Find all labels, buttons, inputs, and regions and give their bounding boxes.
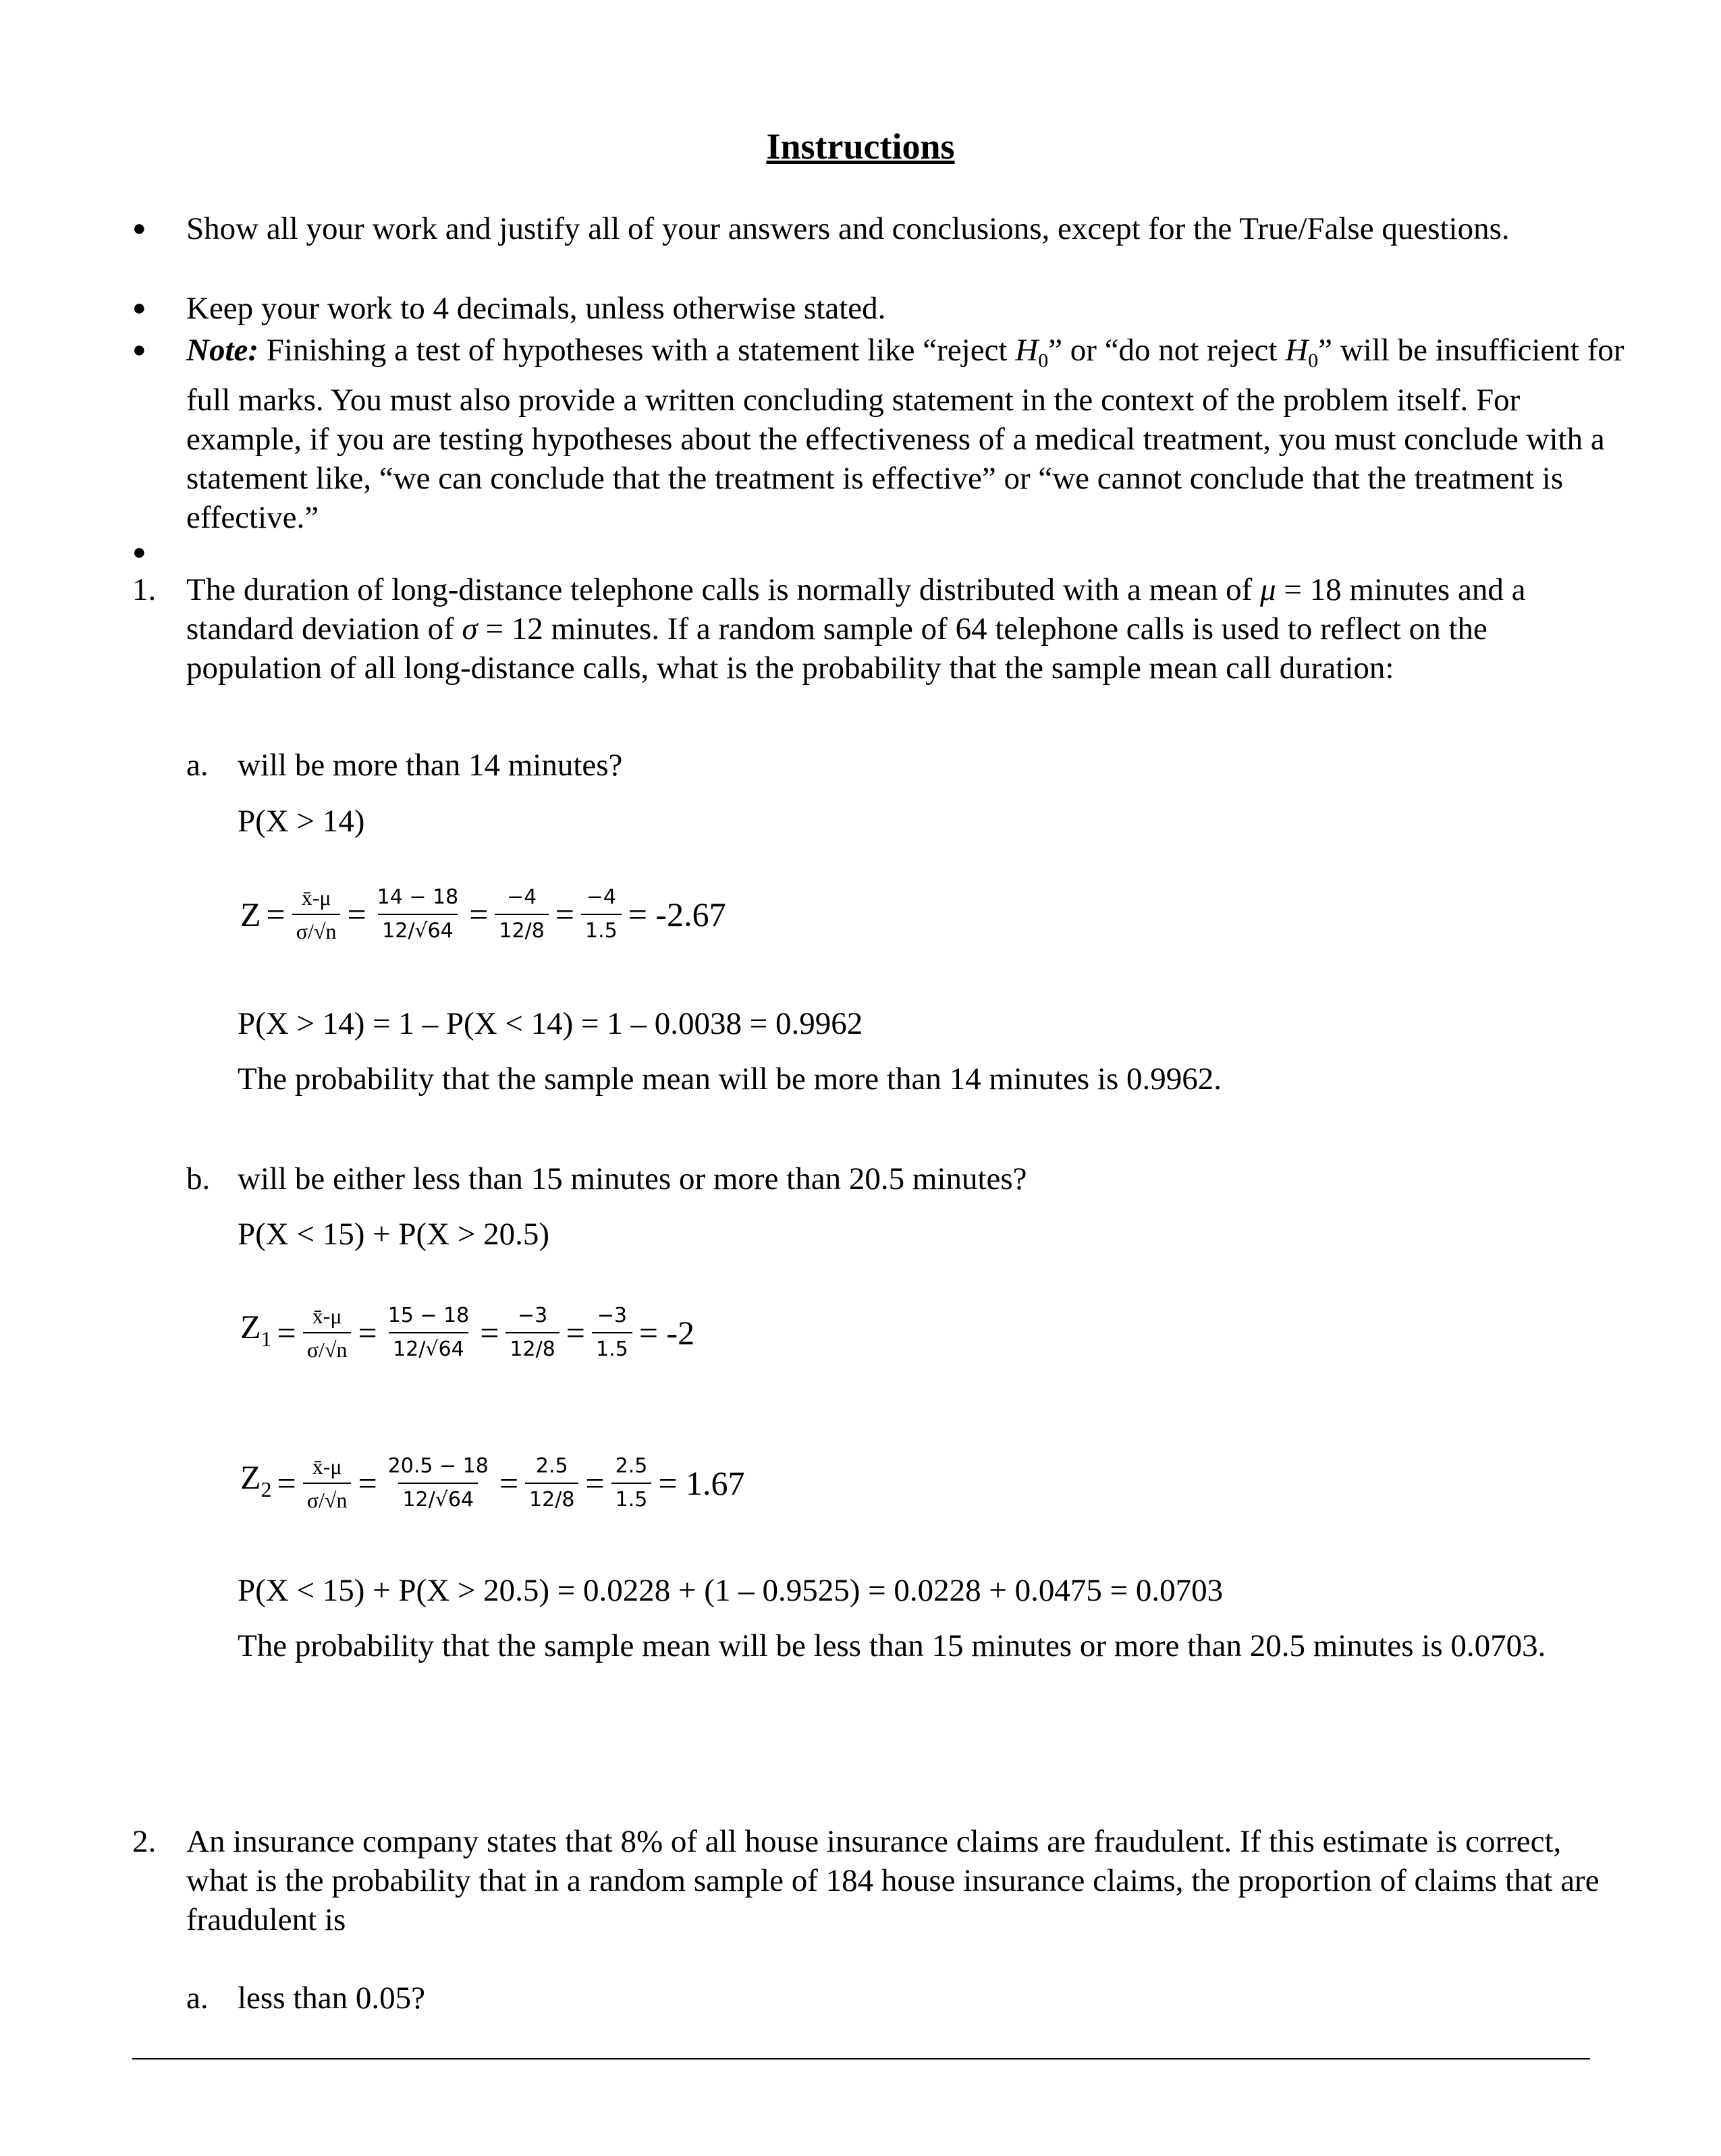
bullet-marker: ●: [132, 216, 146, 241]
question-2-number: 2.: [132, 1824, 157, 1859]
instruction-show-work: Show all your work and justify all of your answers and conclusions, except for the True/False questions.: [186, 211, 1510, 246]
bullet-marker: ●: [132, 337, 146, 362]
page-title: Instructions: [766, 126, 955, 167]
bullet-marker: ●: [132, 540, 146, 565]
note-label: Note:: [186, 333, 259, 368]
z2-result: = 1.67: [658, 1464, 745, 1502]
question-1b-z2-equation: $Z_2$ = $\frac{x̄-\mu}{\sigma/√n}$ = $\frac{20.5 - 18}{12/√64}$ = $\frac{2.5}{12/8}$ = $\frac{2.5}{1.5}$ = 1.67: [238, 1436, 748, 1530]
z-formula-fraction: $\frac{x̄-\mu}{\sigma/√n}$: [292, 883, 341, 946]
question-1b-z1-equation: $Z_1$ = $\frac{x̄-\mu}{\sigma/√n}$ = $\frac{15 - 18}{12/√64}$ = $\frac{-3}{12/8}$ = $\frac{-3}{1.5}$ = -2: [238, 1286, 697, 1380]
final-fraction: $\frac{-4}{1.5}$: [581, 883, 622, 946]
z1-result: = -2: [638, 1314, 695, 1352]
question-1a-probability: P(X > 14) = 1 – P(X < 14) = 1 – 0.0038 = 0.9962: [238, 1006, 863, 1041]
question-1b-setup: P(X < 15) + P(X > 20.5): [238, 1217, 550, 1252]
question-2-text: An insurance company states that 8% of all house insurance claims are fraudulent. If this estimate is correct, what is the probability that in a random sample of 184 house insurance claims, the proportion of claims that are fraudulent is: [186, 1824, 1600, 1937]
substituted-fraction: $\frac{14 - 18}{12/√64}$: [373, 883, 463, 946]
instruction-note: Note: Finishing a test of hypotheses with a statement like “reject $H_0$” or “do not reject $H_0$” will be insufficient for full marks. You must also provide a written concluding statement in the context of the problem itself. For example, if you are testing hypotheses about the effectiveness of a medical treatment, you must conclude with a statement like, “we can conclude that the treatment is effective” or “we cannot conclude that the treatment is effective.”: [186, 333, 1624, 535]
question-1a-setup: P(X > 14): [238, 804, 365, 839]
bullet-marker: ●: [132, 296, 146, 321]
question-1b-probability: P(X < 15) + P(X > 20.5) = 0.0228 + (1 – 0.9525) = 0.0228 + 0.0475 = 0.0703: [238, 1573, 1224, 1608]
question-1a-letter: a.: [186, 748, 209, 783]
question-1a-conclusion: The probability that the sample mean will be more than 14 minutes is 0.9962.: [238, 1061, 1222, 1097]
question-1a-z-equation: Z = $\frac{x̄-\mu}{\sigma/√n}$ = $\frac{14 - 18}{12/√64}$ = $\frac{-4}{12/8}$ = $\frac{-4}{1.5}$ = -2.67: [238, 867, 729, 962]
question-2a-letter: a.: [186, 1981, 209, 2016]
question-1b-letter: b.: [186, 1161, 211, 1196]
question-1a-text: will be more than 14 minutes?: [238, 748, 623, 783]
question-2a-text: less than 0.05?: [238, 1981, 426, 2016]
question-1b-conclusion: The probability that the sample mean will be less than 15 minutes or more than 20.5 minutes is 0.0703.: [238, 1628, 1546, 1663]
simplified-fraction: $\frac{-4}{12/8}$: [495, 883, 548, 946]
question-1-text: The duration of long-distance telephone calls is normally distributed with a mean of μ = 18 minutes and a standard deviation of σ = 12 minutes. If a random sample of 64 telephone calls is used to reflect on the population of all long-distance calls, what is the probability that the sample mean call duration:: [186, 572, 1526, 686]
question-1b-text: will be either less than 15 minutes or more than 20.5 minutes?: [238, 1161, 1027, 1196]
instruction-decimals: Keep your work to 4 decimals, unless otherwise stated.: [186, 291, 886, 326]
question-1-number: 1.: [132, 572, 157, 607]
z-result: = -2.67: [628, 895, 726, 933]
footer-divider: [132, 2058, 1590, 2060]
